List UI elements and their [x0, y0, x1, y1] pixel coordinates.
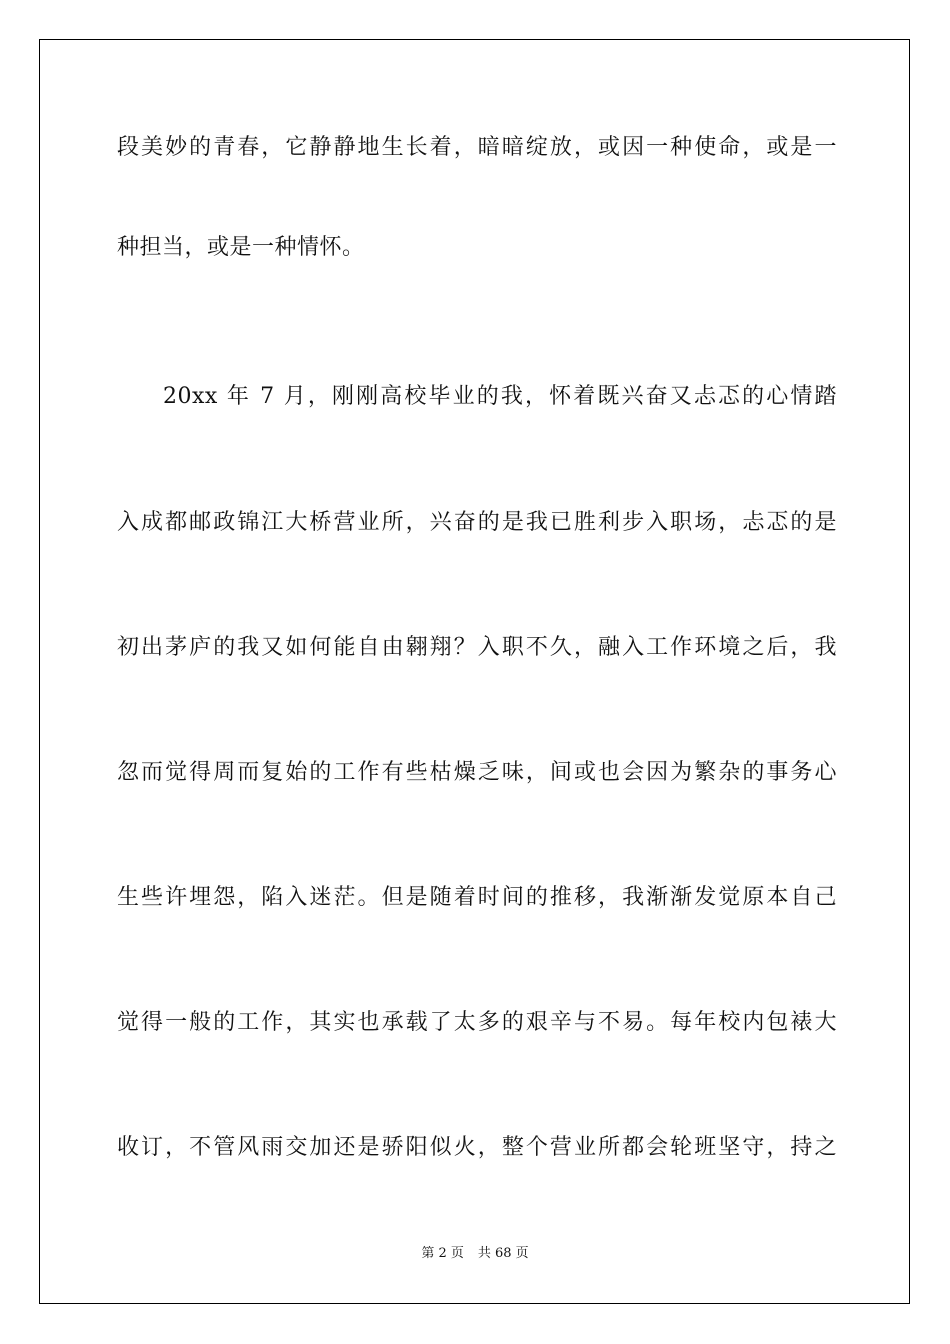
body-text-line: 觉得一般的工作，其实也承载了太多的艰辛与不易。每年校内包裱大 — [117, 1010, 837, 1035]
page-footer — [0, 1244, 950, 1264]
body-text-line: 收订，不管风雨交加还是骄阳似火，整个营业所都会轮班坚守，持之 — [117, 1135, 837, 1160]
page-total: 共 68 页 — [477, 1246, 529, 1261]
body-text-line: 生些许埋怨，陷入迷茫。但是随着时间的推移，我渐渐发觉原本自己 — [117, 885, 837, 910]
paragraph-first-line: 20xx 年 7 月，刚刚高校毕业的我，怀着既兴奋又忐忑的心情踏 — [163, 384, 837, 409]
body-text-line: 种担当，或是一种情怀。 — [117, 235, 365, 260]
body-text-line: 忽而觉得周而复始的工作有些枯燥乏味，间或也会因为繁杂的事务心 — [117, 760, 837, 785]
body-text-line: 初出茅庐的我又如何能自由翱翔？入职不久，融入工作环境之后，我 — [117, 635, 837, 660]
body-text-line: 入成都邮政锦江大桥营业所，兴奋的是我已胜利步入职场，忐忑的是 — [117, 510, 837, 535]
body-text-line: 段美妙的青春，它静静地生长着，暗暗绽放，或因一种使命，或是一 — [117, 135, 837, 160]
page-number: 第 2 页 — [421, 1246, 464, 1261]
